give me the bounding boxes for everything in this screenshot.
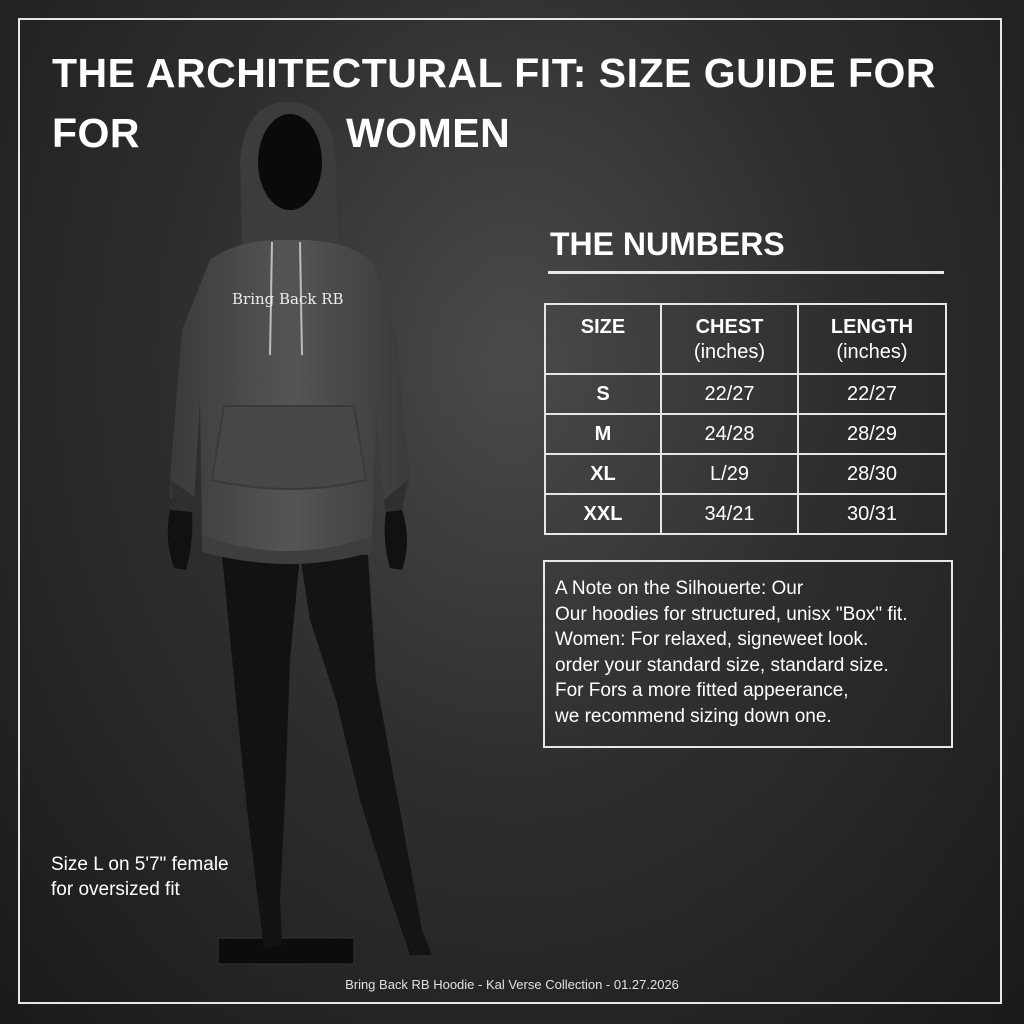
mannequin-hand-left [168, 510, 193, 570]
mannequin-hand-right [385, 510, 407, 570]
length-cell: 30/31 [798, 494, 946, 534]
chest-cell: 34/21 [661, 494, 798, 534]
mannequin-base [218, 938, 354, 964]
length-cell: 22/27 [798, 374, 946, 414]
size-cell: S [545, 374, 661, 414]
hoodie-pocket [212, 406, 366, 489]
table-header-row [545, 304, 946, 374]
header-chest-unit: (inches) [693, 341, 766, 363]
header-size [545, 304, 661, 374]
mannequin-legs [222, 555, 300, 950]
page-title-line-2-left: FOR [52, 110, 141, 156]
note-line: order your standard size, standard size. [555, 654, 889, 676]
header-length-unit: (inches) [836, 341, 908, 363]
mannequin-illustration [140, 100, 440, 970]
chest-cell: 24/28 [661, 414, 798, 454]
chest-cell: 22/27 [661, 374, 798, 414]
page-title-line-1: THE ARCHITECTURAL FIT: SIZE GUIDE FOR [52, 50, 937, 96]
header-length-label: LENGTH [830, 316, 914, 338]
table-row [545, 454, 946, 494]
note-line: For Fors a more fitted appeerance, [555, 680, 849, 701]
header-chest [661, 304, 798, 374]
table-row [545, 374, 946, 414]
length-cell: 28/30 [798, 454, 946, 494]
note-line: we recommend sizing down one. [555, 705, 832, 727]
header-chest-label: CHEST [695, 316, 764, 338]
header-size-label: SIZE [580, 316, 626, 338]
size-cell: XXL [545, 494, 661, 534]
size-cell: XL [545, 454, 661, 494]
hoodie-print-text: Bring Back RB [232, 290, 344, 308]
table-row [545, 414, 946, 454]
note-line: Women: For relaxed, signeweet look. [555, 629, 869, 650]
fit-note-box [543, 560, 953, 748]
numbers-heading: THE NUMBERS [550, 226, 785, 262]
model-caption [51, 852, 229, 902]
table-row [545, 494, 946, 534]
note-line: A Note on the Silhouerte: Our [555, 578, 804, 599]
note-line: Our hoodies for structured, unisx "Box" fit. [555, 603, 908, 625]
page-title-line-2-right: WOMEN [346, 110, 511, 156]
header-length [798, 304, 946, 374]
model-caption-line-2: for oversized fit [51, 879, 180, 900]
numbers-heading-rule [548, 271, 944, 274]
footer-credit: Bring Back RB Hoodie - Kal Verse Collection - 01.27.2026 [345, 977, 679, 992]
size-chart-table [544, 303, 947, 535]
chest-cell: L/29 [661, 454, 798, 494]
model-caption-line-1: Size L on 5'7" female [51, 854, 229, 875]
length-cell: 28/29 [798, 414, 946, 454]
size-cell: M [545, 414, 661, 454]
mannequin-head [258, 114, 322, 210]
hoodie-body [170, 240, 410, 555]
